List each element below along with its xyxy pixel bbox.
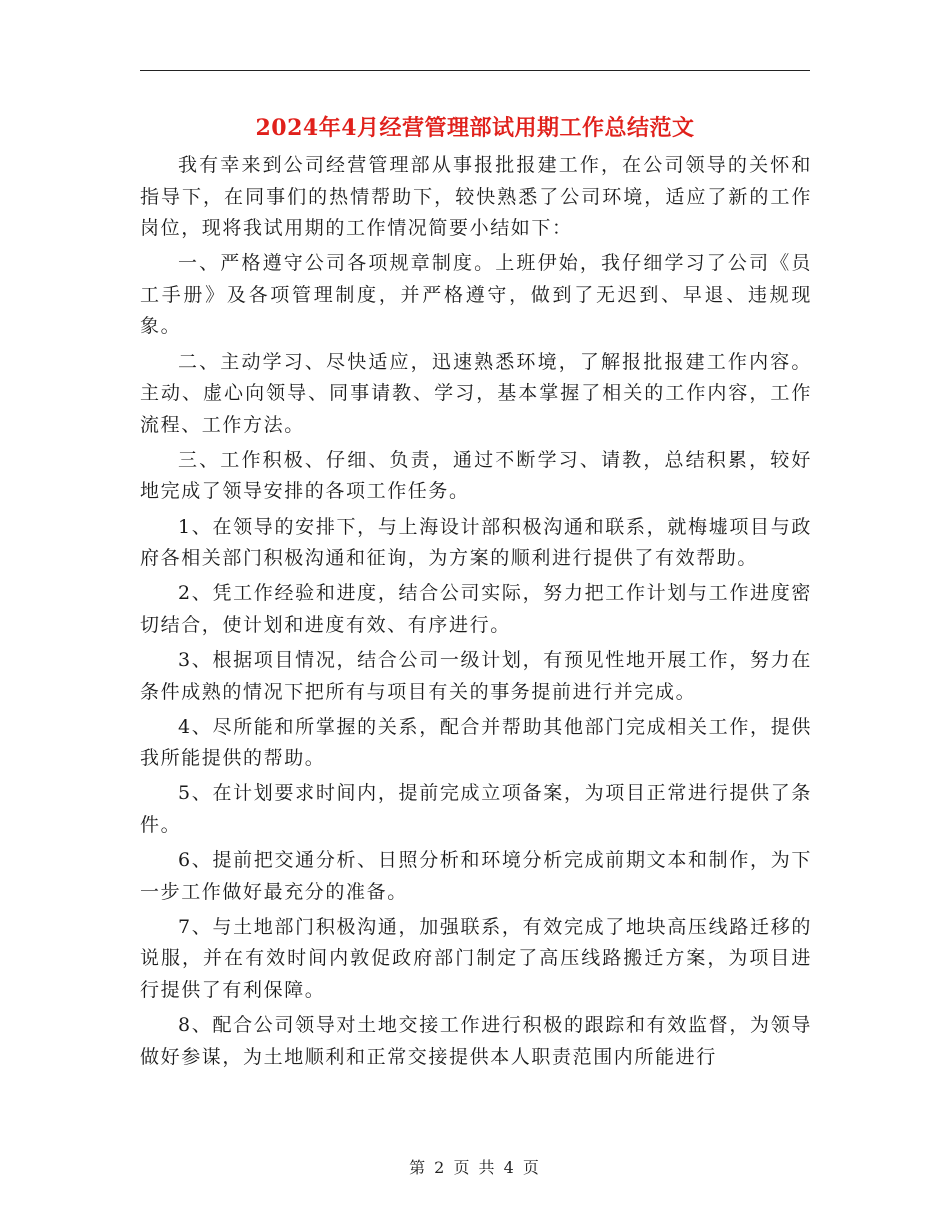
paragraph-intro: 我有幸来到公司经营管理部从事报批报建工作，在公司领导的关怀和指导下，在同事们的热情帮助下，较快熟悉了公司环境，适应了新的工作岗位，现将我试用期的工作情况简要小结如下： [140,154,812,240]
paragraph-section-2: 二、主动学习、尽快适应，迅速熟悉环境，了解报批报建工作内容。主动、虚心向领导、同事请教、学习，基本掌握了相关的工作内容，工作流程、工作方法。 [140,350,812,436]
paragraph-section-3: 三、工作积极、仔细、负责，通过不断学习、请教，总结积累，较好地完成了领导安排的各项工作任务。 [140,448,812,503]
page-number: 第 2 页 共 4 页 [409,1158,541,1177]
paragraph-item-2: 2、凭工作经验和进度，结合公司实际，努力把工作计划与工作进度密切结合，使计划和进度有效、有序进行。 [140,582,812,636]
paragraph-item-7: 7、与土地部门积极沟通，加强联系，有效完成了地块高压线路迁移的说服，并在有效时间内敦促政府部门制定了高压线路搬迁方案，为项目进行提供了有利保障。 [140,915,812,1001]
document-title: 2024年4月经营管理部试用期工作总结范文 [255,115,695,141]
paragraph-item-6: 6、提前把交通分析、日照分析和环境分析完成前期文本和制作，为下一步工作做好最充分的准备。 [140,848,812,903]
document-body [140,150,812,1077]
header-rule [140,70,810,71]
paragraph-item-4: 4、尽所能和所掌握的关系，配合并帮助其他部门完成相关工作，提供我所能提供的帮助。 [140,715,812,770]
paragraph-item-8: 8、配合公司领导对土地交接工作进行积极的跟踪和有效监督，为领导做好参谋，为土地顺利和正常交接提供本人职责范围内所能进行 [140,1013,812,1068]
paragraph-item-3: 3、根据项目情况，结合公司一级计划，有预见性地开展工作，努力在条件成熟的情况下把所有与项目有关的事务提前进行并完成。 [140,648,812,703]
paragraph-item-1: 1、在领导的安排下，与上海设计部积极沟通和联系，就梅墟项目与政府各相关部门积极沟通和征询，为方案的顺利进行提供了有效帮助。 [140,515,812,570]
paragraph-item-5: 5、在计划要求时间内，提前完成立项备案，为项目正常进行提供了条件。 [140,782,812,836]
paragraph-section-1: 一、严格遵守公司各项规章制度。上班伊始，我仔细学习了公司《员工手册》及各项管理制度，并严格遵守，做到了无迟到、早退、违规现象。 [140,252,812,338]
